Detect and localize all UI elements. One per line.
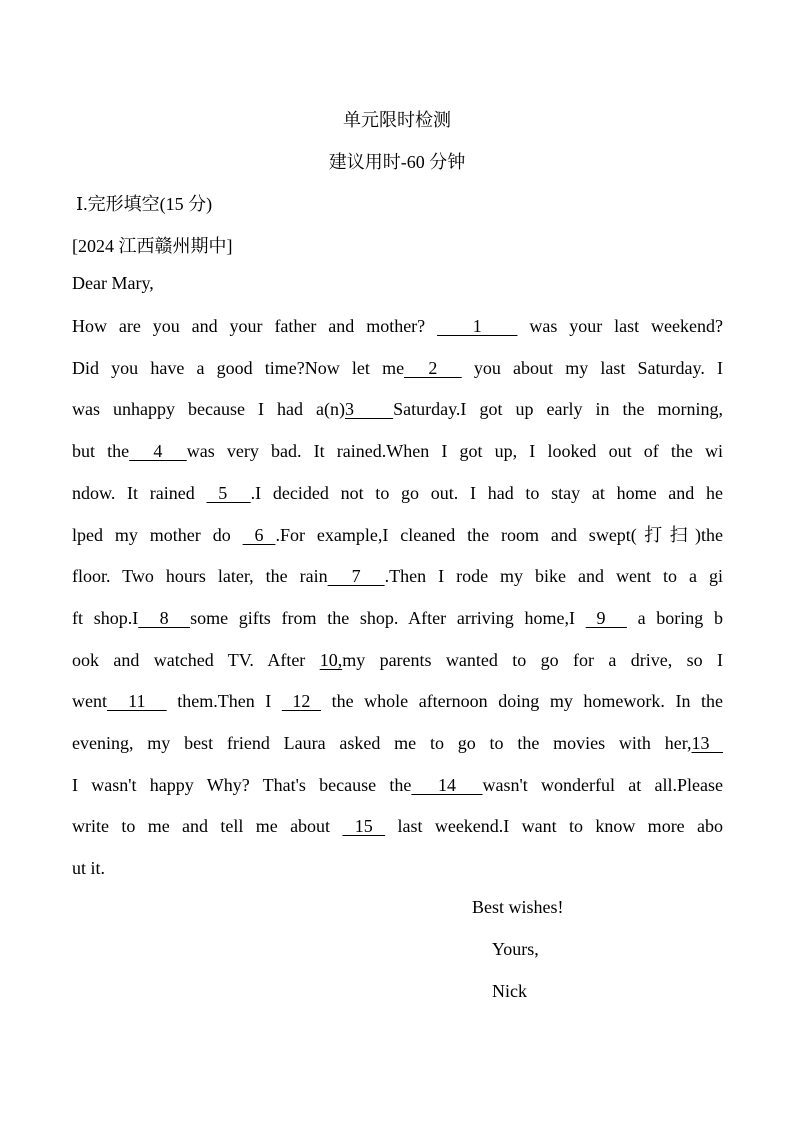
letter-text: wasn't wonderful at all.Please <box>482 774 724 795</box>
blank-number: 3 <box>345 399 394 420</box>
letter-text: ook and watched TV. After <box>72 649 320 670</box>
letter-text: How are you and your father and mother? <box>72 316 438 336</box>
blank-number: 8 <box>138 607 191 628</box>
letter-line <box>72 649 723 671</box>
letter-text: Saturday.I got up early in the morning, <box>393 399 724 420</box>
letter-line <box>72 357 723 379</box>
letter-text: the whole afternoon doing my homework. In the <box>321 691 724 712</box>
letter-line <box>72 732 723 754</box>
blank-number: 12 <box>281 691 321 712</box>
letter-line <box>72 857 723 879</box>
blank-number: 15 <box>342 816 386 837</box>
letter-text: ut it. <box>72 858 106 879</box>
letter-yours: Yours, <box>492 939 539 959</box>
letter-line <box>72 398 723 420</box>
letter-line <box>72 774 723 796</box>
letter-text: ndow. It rained <box>72 482 207 503</box>
letter-text: floor. Two hours later, the rain <box>72 566 328 587</box>
letter-line <box>72 815 723 837</box>
letter-text: but the <box>72 441 130 462</box>
blank-number: 2 <box>404 357 462 378</box>
letter-line <box>72 315 723 337</box>
letter-text: evening, my best friend Laura asked me to go to the movies with her, <box>72 733 692 753</box>
letter-text: .I decided not to go out. I had to stay at home and he <box>250 482 724 503</box>
section-heading: Ⅰ.完形填空(15 分) <box>76 194 213 214</box>
letter-line <box>72 524 723 546</box>
letter-text: was very bad. It rained.When I got up, I looked out of the wi <box>186 441 723 462</box>
letter-text: was your last weekend? <box>517 316 723 336</box>
letter-text: a boring b <box>626 607 724 628</box>
letter-line <box>72 482 723 504</box>
letter-line <box>72 607 723 629</box>
letter-greeting: Dear Mary, <box>72 273 154 293</box>
blank-number: 7 <box>327 566 385 587</box>
letter-text: ft shop.I <box>72 607 139 628</box>
letter-text: Did you have a good time?Now let me <box>72 357 405 378</box>
letter-text: I wasn't happy Why? That's because the <box>72 774 412 795</box>
letter-line <box>72 690 723 712</box>
letter-text: some gifts from the shop. After arriving home,I <box>190 607 586 628</box>
letter-text: them.Then I <box>166 691 282 712</box>
source-label: [2024 江西赣州期中] <box>72 236 233 256</box>
letter-closing: Best wishes! <box>472 897 564 917</box>
letter-text: was unhappy because I had a(n) <box>72 399 346 420</box>
blank-number: 14 <box>411 774 483 795</box>
blank-number: 11 <box>107 691 167 712</box>
blank-number: 13 <box>691 733 723 753</box>
letter-signature: Nick <box>492 981 527 1001</box>
letter-line <box>72 565 723 587</box>
letter-text: my parents wanted to go for a drive, so I <box>342 649 724 670</box>
page-title: 单元限时检测 <box>343 110 451 130</box>
blank-number: 6 <box>242 524 276 545</box>
blank-number: 4 <box>129 441 187 462</box>
blank-number: 1 <box>437 316 518 336</box>
letter-text: lped my mother do <box>72 524 243 545</box>
blank-number: 9 <box>585 607 627 628</box>
letter-text: .For example,I cleaned the room and swept(打扫)the <box>275 524 724 545</box>
letter-line <box>72 440 723 462</box>
letter-text: write to me and tell me about <box>72 816 343 837</box>
blank-number: 10, <box>319 649 343 670</box>
letter-text: you about my last Saturday. I <box>461 357 724 378</box>
letter-text: .Then I rode my bike and went to a gi <box>384 566 723 587</box>
page-subtitle: 建议用时-60 分钟 <box>328 152 466 172</box>
letter-text: went <box>72 691 107 712</box>
blank-number: 5 <box>206 482 251 503</box>
letter-text: last weekend.I want to know more abo <box>385 816 724 837</box>
